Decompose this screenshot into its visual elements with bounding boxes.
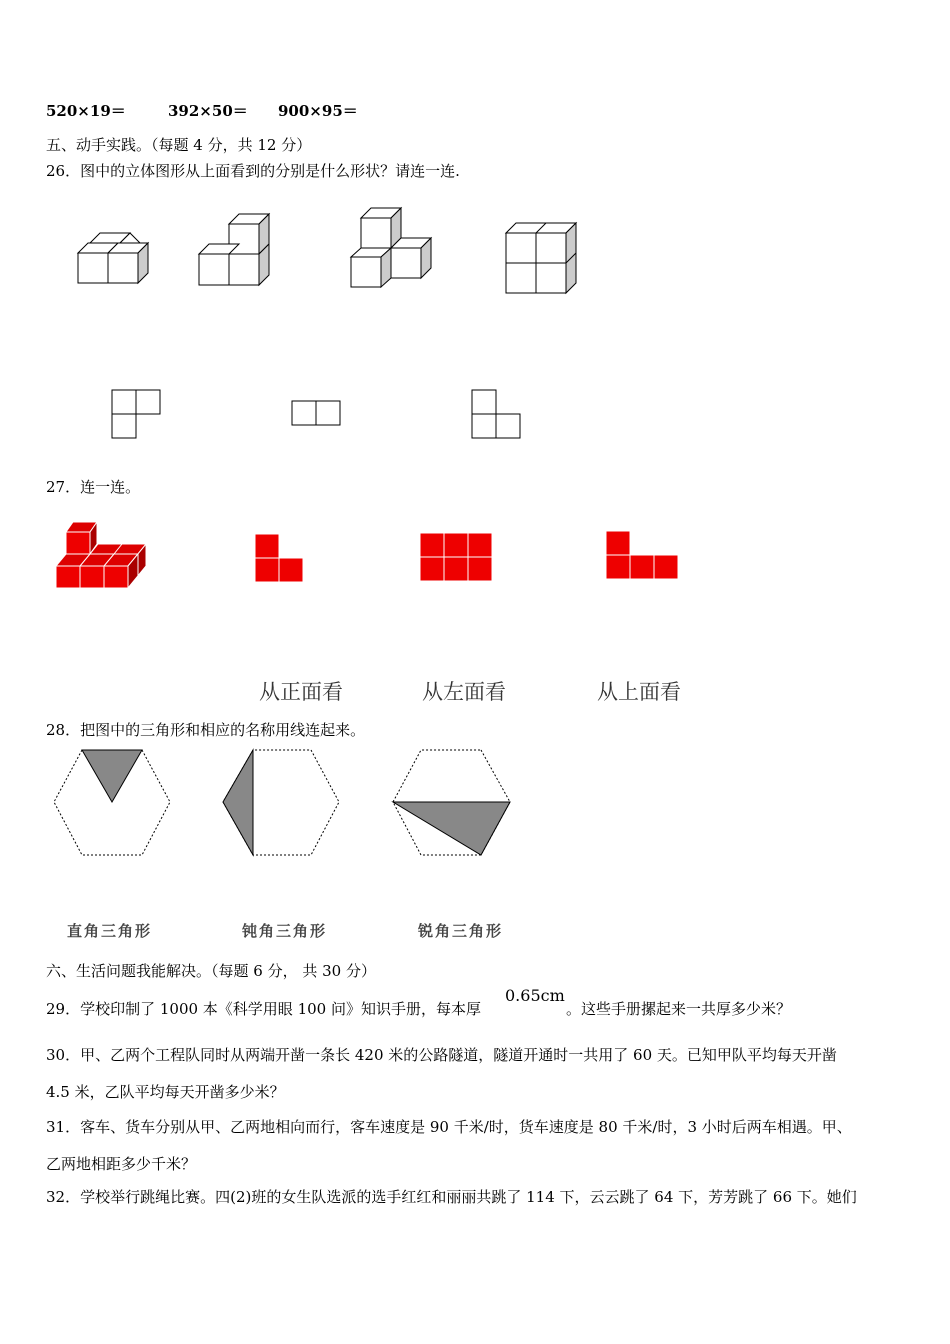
q30-line1: 30．甲、乙两个工程队同时从两端开凿一条长 420 米的公路隧道，隧道开通时一共用了 60 天。已知甲队平均每天开凿 [46,1046,837,1064]
q26-solid-3 [348,205,436,293]
q26-solid-4 [503,220,583,298]
q26-solid-1 [75,228,155,288]
q28-label-obtuse: 钝角三角形 [242,922,328,940]
calc-1: 520×19＝ [46,102,126,120]
q27-view-2 [419,532,495,584]
q29-measure: 0.65cm [505,986,565,1005]
q26-solid-2 [196,212,276,288]
q27-view-3 [605,530,681,582]
q30-line2: 4.5 米，乙队平均每天开凿多少米？ [46,1083,285,1101]
q28-hexagon-2 [220,747,344,859]
q29-text-after: 。这些手册摞起来一共厚多少米？ [566,1000,792,1018]
calc-2: 392×50＝ [168,102,248,120]
q31-line1: 31．客车、货车分别从甲、乙两地相向而行，客车速度是 90 千米/时，货车速度是 80 千米/时，3 小时后两车相遇。甲、 [46,1118,852,1136]
calc-3: 900×95＝ [278,102,358,120]
q28-hexagon-1 [51,747,175,859]
q26-view-2 [291,400,343,428]
q26-view-1 [111,389,163,441]
q31-line2: 乙两地相距多少千米？ [46,1155,197,1173]
q28-label-right: 直角三角形 [67,922,153,940]
q27-view-1 [254,533,306,585]
q28-text: 28．把图中的三角形和相应的名称用线连起来。 [46,721,366,739]
q29-text-before: 29．学校印制了 1000 本《科学用眼 100 问》知识手册，每本厚 [46,1000,481,1018]
q28-label-acute: 锐角三角形 [418,922,504,940]
q27-label-left: 从左面看 [422,680,506,704]
section5-heading: 五、动手实践。（每题 4 分，共 12 分） [46,136,312,154]
q27-label-front: 从正面看 [259,680,343,704]
q26-text: 26．图中的立体图形从上面看到的分别是什么形状？请连一连. [46,162,460,180]
section6-heading: 六、生活问题我能解决。（每题 6 分， 共 30 分） [46,962,376,980]
q27-label-top: 从上面看 [597,680,681,704]
q27-text: 27．连一连。 [46,478,141,496]
q32-line1: 32．学校举行跳绳比赛。四(2)班的女生队选派的选手红红和丽丽共跳了 114 下，云云跳了 64 下，芳芳跳了 66 下。她们 [46,1188,857,1206]
q26-view-3 [471,389,523,441]
q28-hexagon-3 [390,747,514,859]
q27-solid [52,518,152,592]
